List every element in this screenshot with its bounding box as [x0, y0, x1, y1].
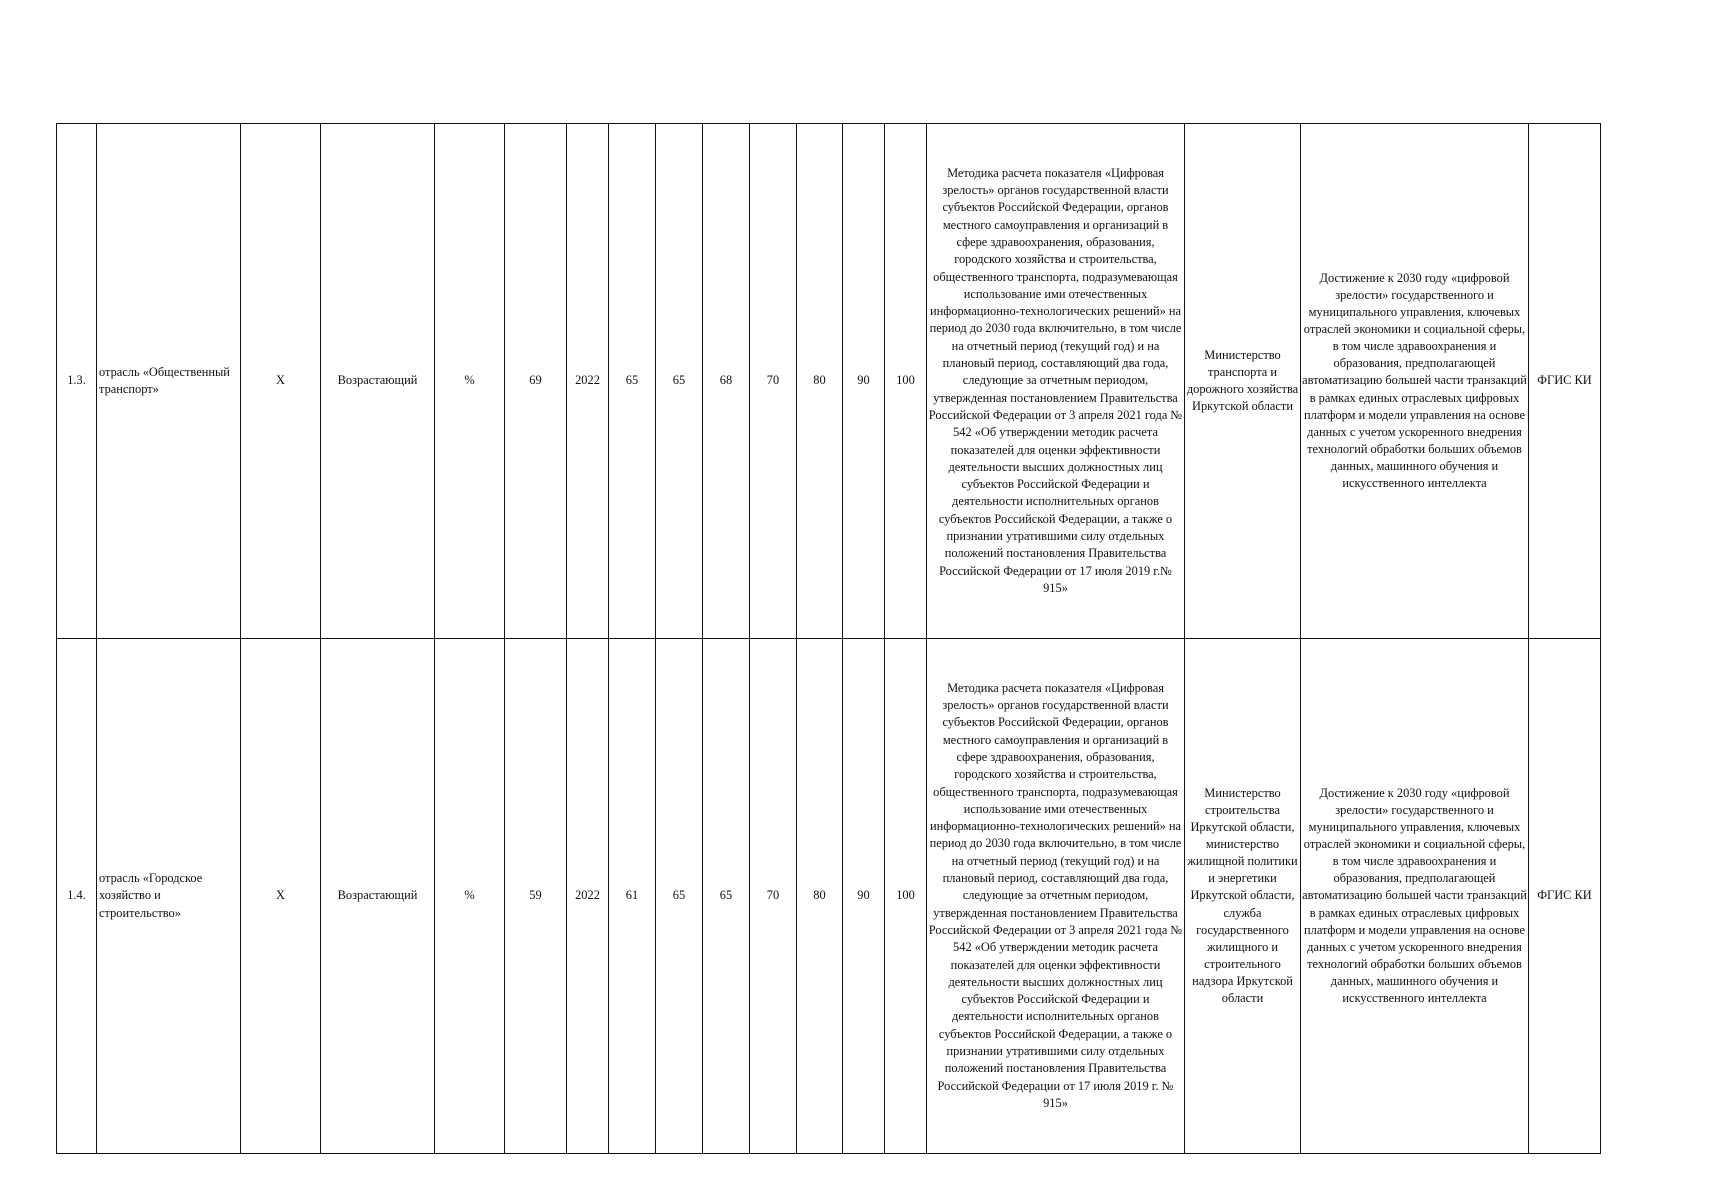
value-cell: 90	[843, 639, 885, 1154]
value-cell: 80	[797, 124, 843, 639]
document-cell: Методика расчета показателя «Цифровая зрелость» органов государственной власти субъектов Российской Федерации, органов местного самоуправления и организаций в сфере здравоохранения, образования, городского хозяйства и строительства, общественного транспорта, подразумевающая использование ими отечественных информационно-технологических решений» на период до 2030 года включительно, в том числе на отчетный период (текущий год) и на плановый период, составляющий два года, следующие за отчетным периодом, утвержденная постановлением Правительства Российской Федерации от 3 апреля 2021 года № 542 «Об утверждении методик расчета показателей для оценки эффективности деятельности высших должностных лиц субъектов Российской Федерации и деятельности исполнительных органов субъектов Российской Федерации, а также о признании утратившими силу отдельных положений постановления Правительства Российской Федерации от 17 июля 2019 г.№ 915»	[927, 124, 1185, 639]
row-number: 1.4.	[57, 639, 97, 1154]
indicators-table	[56, 123, 1601, 1154]
value-cell: 70	[750, 639, 797, 1154]
value-cell: 61	[609, 639, 656, 1154]
system-cell: ФГИС КИ	[1529, 639, 1601, 1154]
table-row	[57, 124, 1601, 639]
value-cell: 80	[797, 639, 843, 1154]
value-cell: 70	[750, 124, 797, 639]
value-cell: 100	[885, 124, 927, 639]
value-cell: 68	[703, 124, 750, 639]
table-row	[57, 639, 1601, 1154]
responsible-cell: Министерство строительства Иркутской области, министерство жилищной политики и энергетики Иркутской области, служба государственного жилищного и строительного надзора Иркутской области	[1185, 639, 1301, 1154]
base-year-cell: 2022	[567, 639, 609, 1154]
document-cell: Методика расчета показателя «Цифровая зрелость» органов государственной власти субъектов Российской Федерации, органов местного самоуправления и организаций в сфере здравоохранения, образования, городского хозяйства и строительства, общественного транспорта, подразумевающая использование ими отечественных информационно-технологических решений» на период до 2030 года включительно, в том числе на отчетный период (текущий год) и на плановый период, составляющий два года, следующие за отчетным периодом, утвержденная постановлением Правительства Российской Федерации от 3 апреля 2021 года № 542 «Об утверждении методик расчета показателей для оценки эффективности деятельности высших должностных лиц субъектов Российской Федерации и деятельности исполнительных органов субъектов Российской Федерации, а также о признании утратившими силу отдельных положений постановления Правительства Российской Федерации от 17 июля 2019 г. № 915»	[927, 639, 1185, 1154]
unit-cell: %	[435, 639, 505, 1154]
value-cell: 65	[656, 124, 703, 639]
base-year-cell: 2022	[567, 124, 609, 639]
value-cell: 65	[656, 639, 703, 1154]
indicator-name: отрасль «Городское хозяйство и строительство»	[97, 639, 241, 1154]
value-cell: 65	[609, 124, 656, 639]
indicator-name: отрасль «Общественный транспорт»	[97, 124, 241, 639]
value-cell: 90	[843, 124, 885, 639]
base-value-cell: 69	[505, 124, 567, 639]
responsible-cell: Министерство транспорта и дорожного хозяйства Иркутской области	[1185, 124, 1301, 639]
trend-cell: Возрастающий	[321, 124, 435, 639]
system-cell: ФГИС КИ	[1529, 124, 1601, 639]
value-cell: 65	[703, 639, 750, 1154]
level-cell: X	[241, 639, 321, 1154]
goal-cell: Достижение к 2030 году «цифровой зрелости» государственного и муниципального управления, ключевых отраслей экономики и социальной сферы, в том числе здравоохранения и образования, предполагающей автоматизацию большей части транзакций в рамках единых отраслевых цифровых платформ и модели управления на основе данных с учетом ускоренного внедрения технологий обработки больших объемов данных, машинного обучения и искусственного интеллекта	[1301, 124, 1529, 639]
row-number: 1.3.	[57, 124, 97, 639]
goal-cell: Достижение к 2030 году «цифровой зрелости» государственного и муниципального управления, ключевых отраслей экономики и социальной сферы, в том числе здравоохранения и образования, предполагающей автоматизацию большей части транзакций в рамках единых отраслевых цифровых платформ и модели управления на основе данных с учетом ускоренного внедрения технологий обработки больших объемов данных, машинного обучения и искусственного интеллекта	[1301, 639, 1529, 1154]
unit-cell: %	[435, 124, 505, 639]
level-cell: X	[241, 124, 321, 639]
trend-cell: Возрастающий	[321, 639, 435, 1154]
base-value-cell: 59	[505, 639, 567, 1154]
value-cell: 100	[885, 639, 927, 1154]
